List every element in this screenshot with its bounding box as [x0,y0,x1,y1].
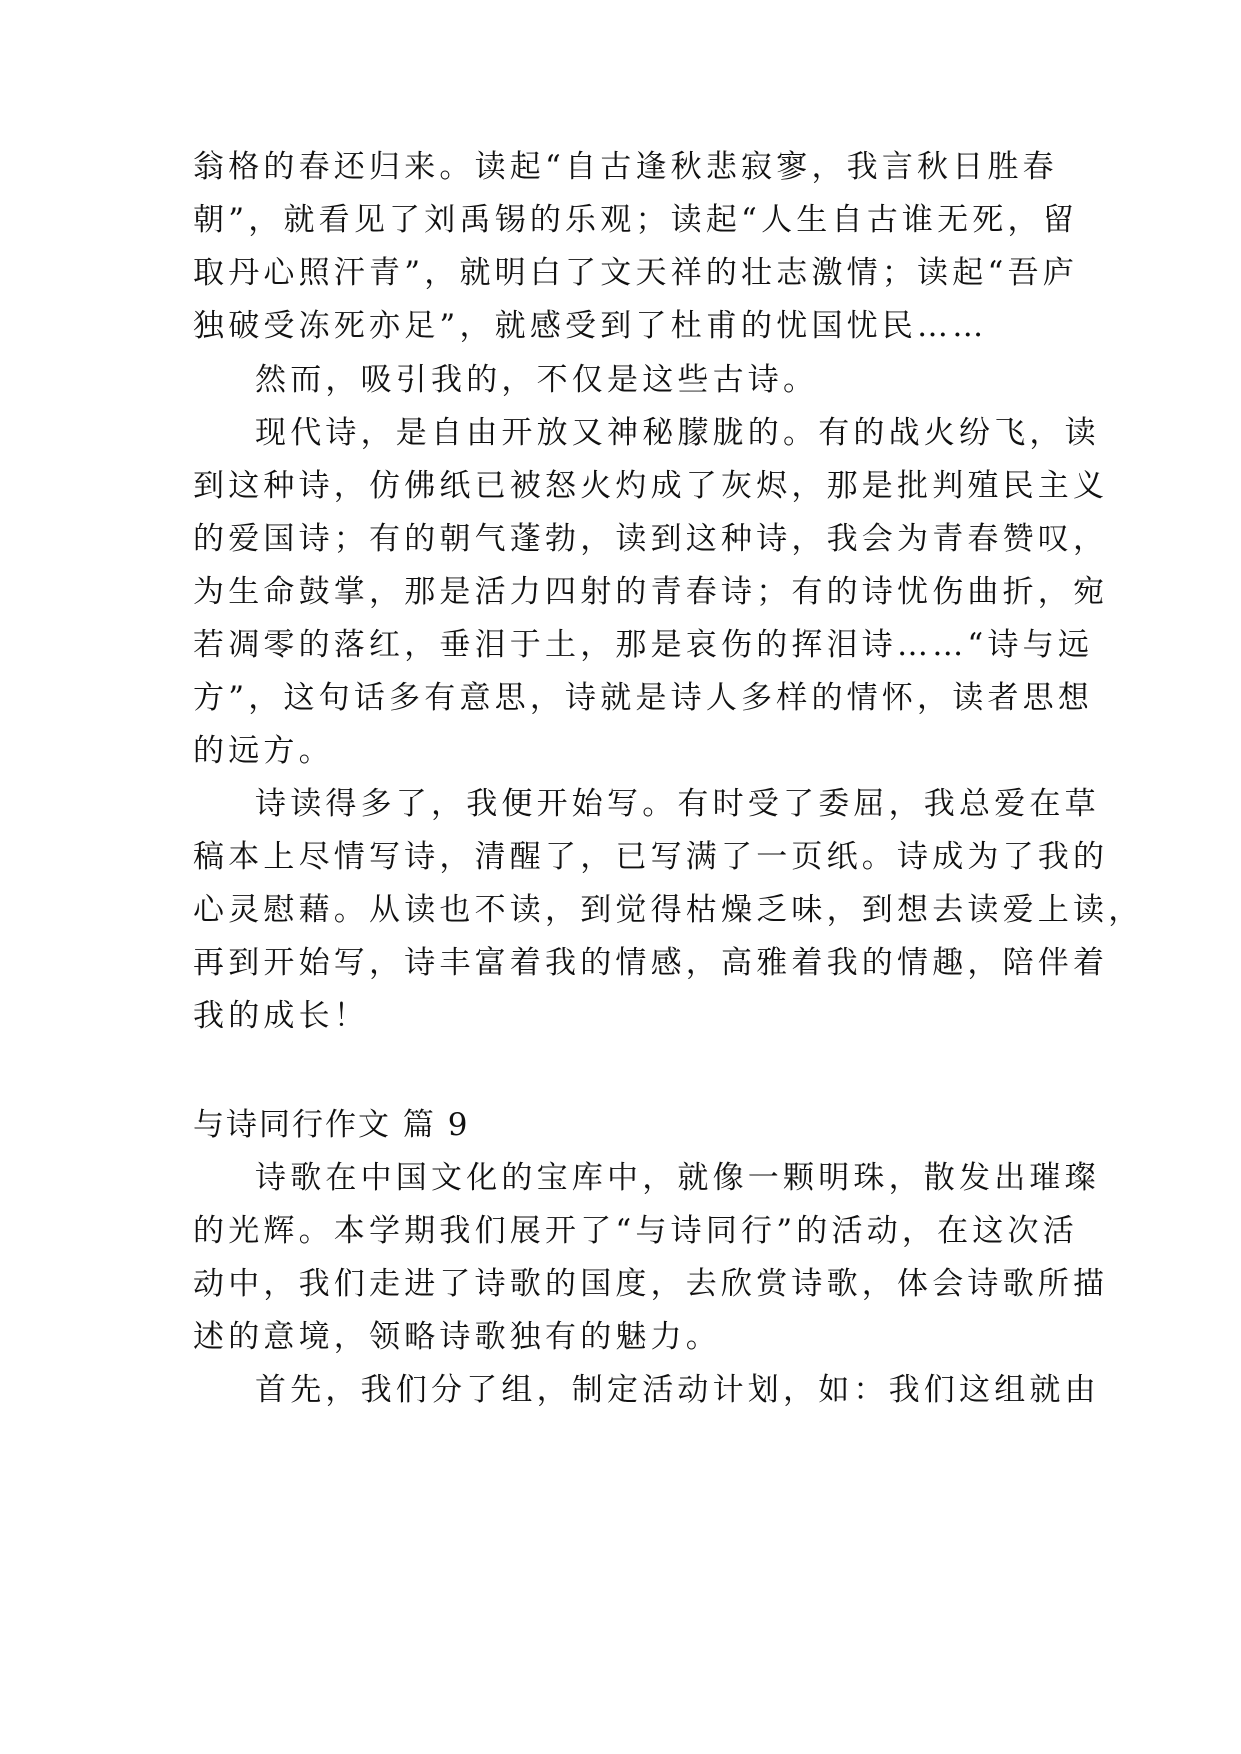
text-line: 翁格的春还归来。读起“自古逢秋悲寂寥，我言秋日胜春 [193,149,1058,185]
text-line: 到这种诗，仿佛纸已被怒火灼成了灰烬，那是批判殖民主义 [193,468,1109,504]
text-line: 我的成长！ [193,998,369,1034]
section-heading: 与诗同行作文 篇 9 [193,1107,470,1143]
text-line: 若凋零的落红，垂泪于土，那是哀伤的挥泪诗……“诗与远 [193,627,1094,663]
text-line: 朝”，就看见了刘禹锡的乐观；读起“人生自古谁无死，留 [193,202,1078,238]
text-line: 诗读得多了，我便开始写。有时受了委屈，我总爱在草 [255,786,1100,822]
text-line: 的光辉。本学期我们展开了“与诗同行”的活动，在这次活 [193,1213,1078,1249]
text-line: 心灵慰藉。从读也不读，到觉得枯燥乏味，到想去读爱上读， [193,892,1144,928]
text-line: 方”，这句话多有意思，诗就是诗人多样的情怀，读者思想 [193,680,1094,716]
text-line: 的爱国诗；有的朝气蓬勃，读到这种诗，我会为青春赞叹， [193,521,1109,557]
text-line: 首先，我们分了组，制定活动计划，如：我们这组就由 [255,1372,1100,1408]
text-line: 稿本上尽情写诗，清醒了，已写满了一页纸。诗成为了我的 [193,839,1109,875]
text-line: 独破受冻死亦足”，就感受到了杜甫的忧国忧民…… [193,308,988,344]
text-line: 为生命鼓掌，那是活力四射的青春诗；有的诗忧伤曲折，宛 [193,574,1109,610]
text-line: 动中，我们走进了诗歌的国度，去欣赏诗歌，体会诗歌所描 [193,1266,1109,1302]
text-line: 述的意境，领略诗歌独有的魅力。 [193,1319,721,1355]
text-line: 然而，吸引我的，不仅是这些古诗。 [255,362,819,398]
text-line: 取丹心照汗青”，就明白了文天祥的壮志激情；读起“吾庐 [193,255,1078,291]
text-line: 再到开始写，诗丰富着我的情感，高雅着我的情趣，陪伴着 [193,945,1109,981]
text-line: 诗歌在中国文化的宝库中，就像一颗明珠，散发出璀璨 [255,1160,1100,1196]
text-line: 的远方。 [193,733,334,769]
text-line: 现代诗，是自由开放又神秘朦胧的。有的战火纷飞，读 [255,415,1100,451]
